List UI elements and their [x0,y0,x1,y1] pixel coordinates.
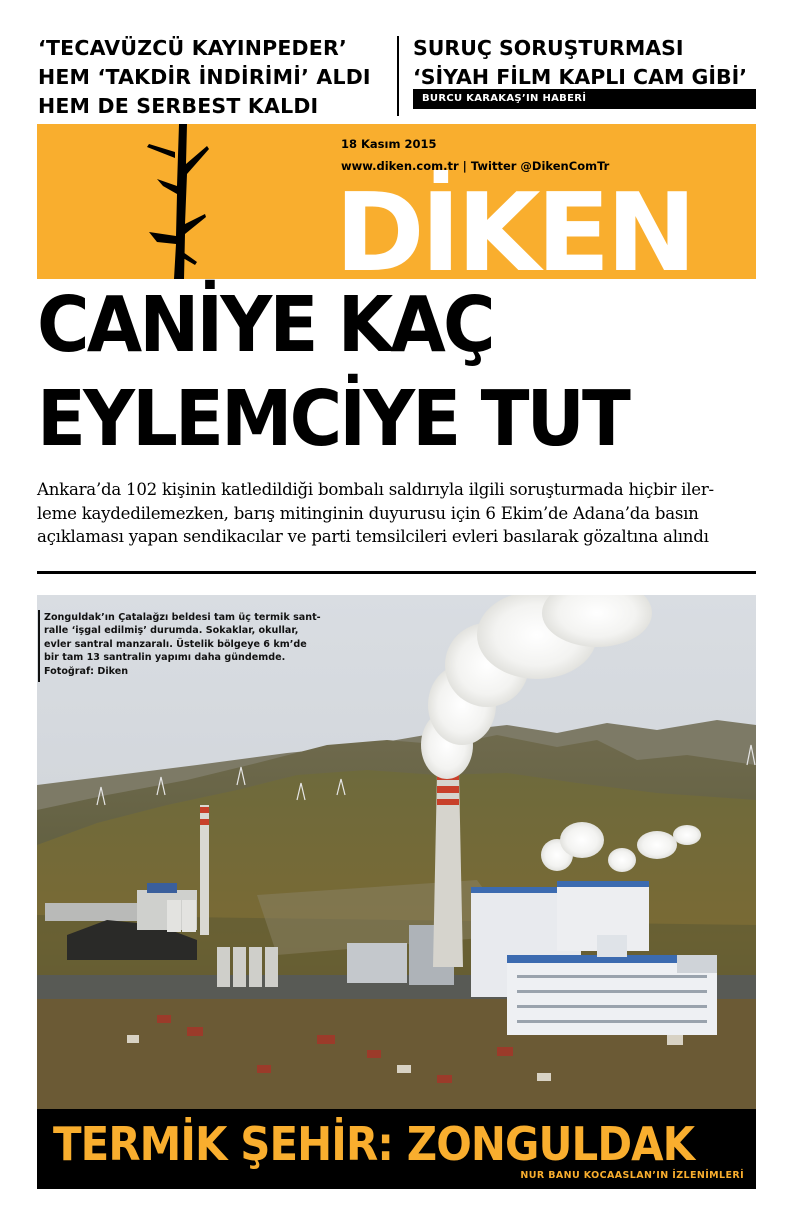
diken-logo: DİKEN [335,171,693,279]
caption-line: evler santral manzaralı. Üstelik bölgeye 6 km’de [44,638,307,650]
teaser-divider [397,36,399,116]
main-headline[interactable] [37,279,756,467]
caption-line: ralle ‘işgal edilmiş’ durumda. Sokaklar, okullar, [44,625,299,637]
teaser-left-line: ‘TECAVÜZCÜ KAYINPEDER’ [38,36,347,60]
photo-credit: Fotoğraf: Diken [44,665,129,677]
teaser-left-line: HEM DE SERBEST KALDI [38,94,319,118]
caption-line: Zonguldak’ın Çatalağzı beldesi tam üç termik sant- [44,612,321,623]
headline-line-1: CANİYE KAÇ [37,281,493,370]
caption-line: bir tam 13 santralin yapımı daha gündemde. [44,652,286,664]
teaser-left[interactable] [38,34,383,121]
deck-line: Ankara’da 102 kişinin katledildiği bombalı saldırıyla ilgili soruşturmada hiçbir iler- [37,480,714,499]
teaser-right-line: SURUÇ SORUŞTURMASI [413,36,684,60]
feature-byline: NUR BANU KOCAASLAN’IN İZLENİMLERİ [520,1170,744,1181]
teaser-right-line: ‘SİYAH FİLM KAPLI CAM GİBİ’ [413,65,747,89]
issue-date: 18 Kasım 2015 [341,137,437,151]
masthead [37,124,756,279]
deck-line: açıklaması yapan sendikacılar ve parti temsilcileri evleri basılarak gözaltına alındı [37,527,709,546]
website-twitter[interactable]: www.diken.com.tr | Twitter @DikenComTr [341,159,610,173]
headline-deck [37,478,756,549]
teaser-left-line: HEM ‘TAKDİR İNDİRİMİ’ ALDI [38,65,371,89]
feature-title: TERMİK ŞEHİR: ZONGULDAK [53,1117,695,1171]
deck-line: leme kaydedilemezken, barış mitinginin duyurusu için 6 Ekim’de Adana’da basın [37,503,699,523]
section-rule [37,571,756,574]
caption-rule [38,610,40,682]
photo-caption [44,611,334,678]
feature-banner[interactable] [37,1109,756,1189]
teaser-byline: BURCU KARAKAŞ’IN HABERİ [413,89,756,109]
teaser-right[interactable] [413,34,758,92]
thorn-branch-icon [127,124,237,279]
headline-line-2: EYLEMCİYE TUT [37,375,629,464]
